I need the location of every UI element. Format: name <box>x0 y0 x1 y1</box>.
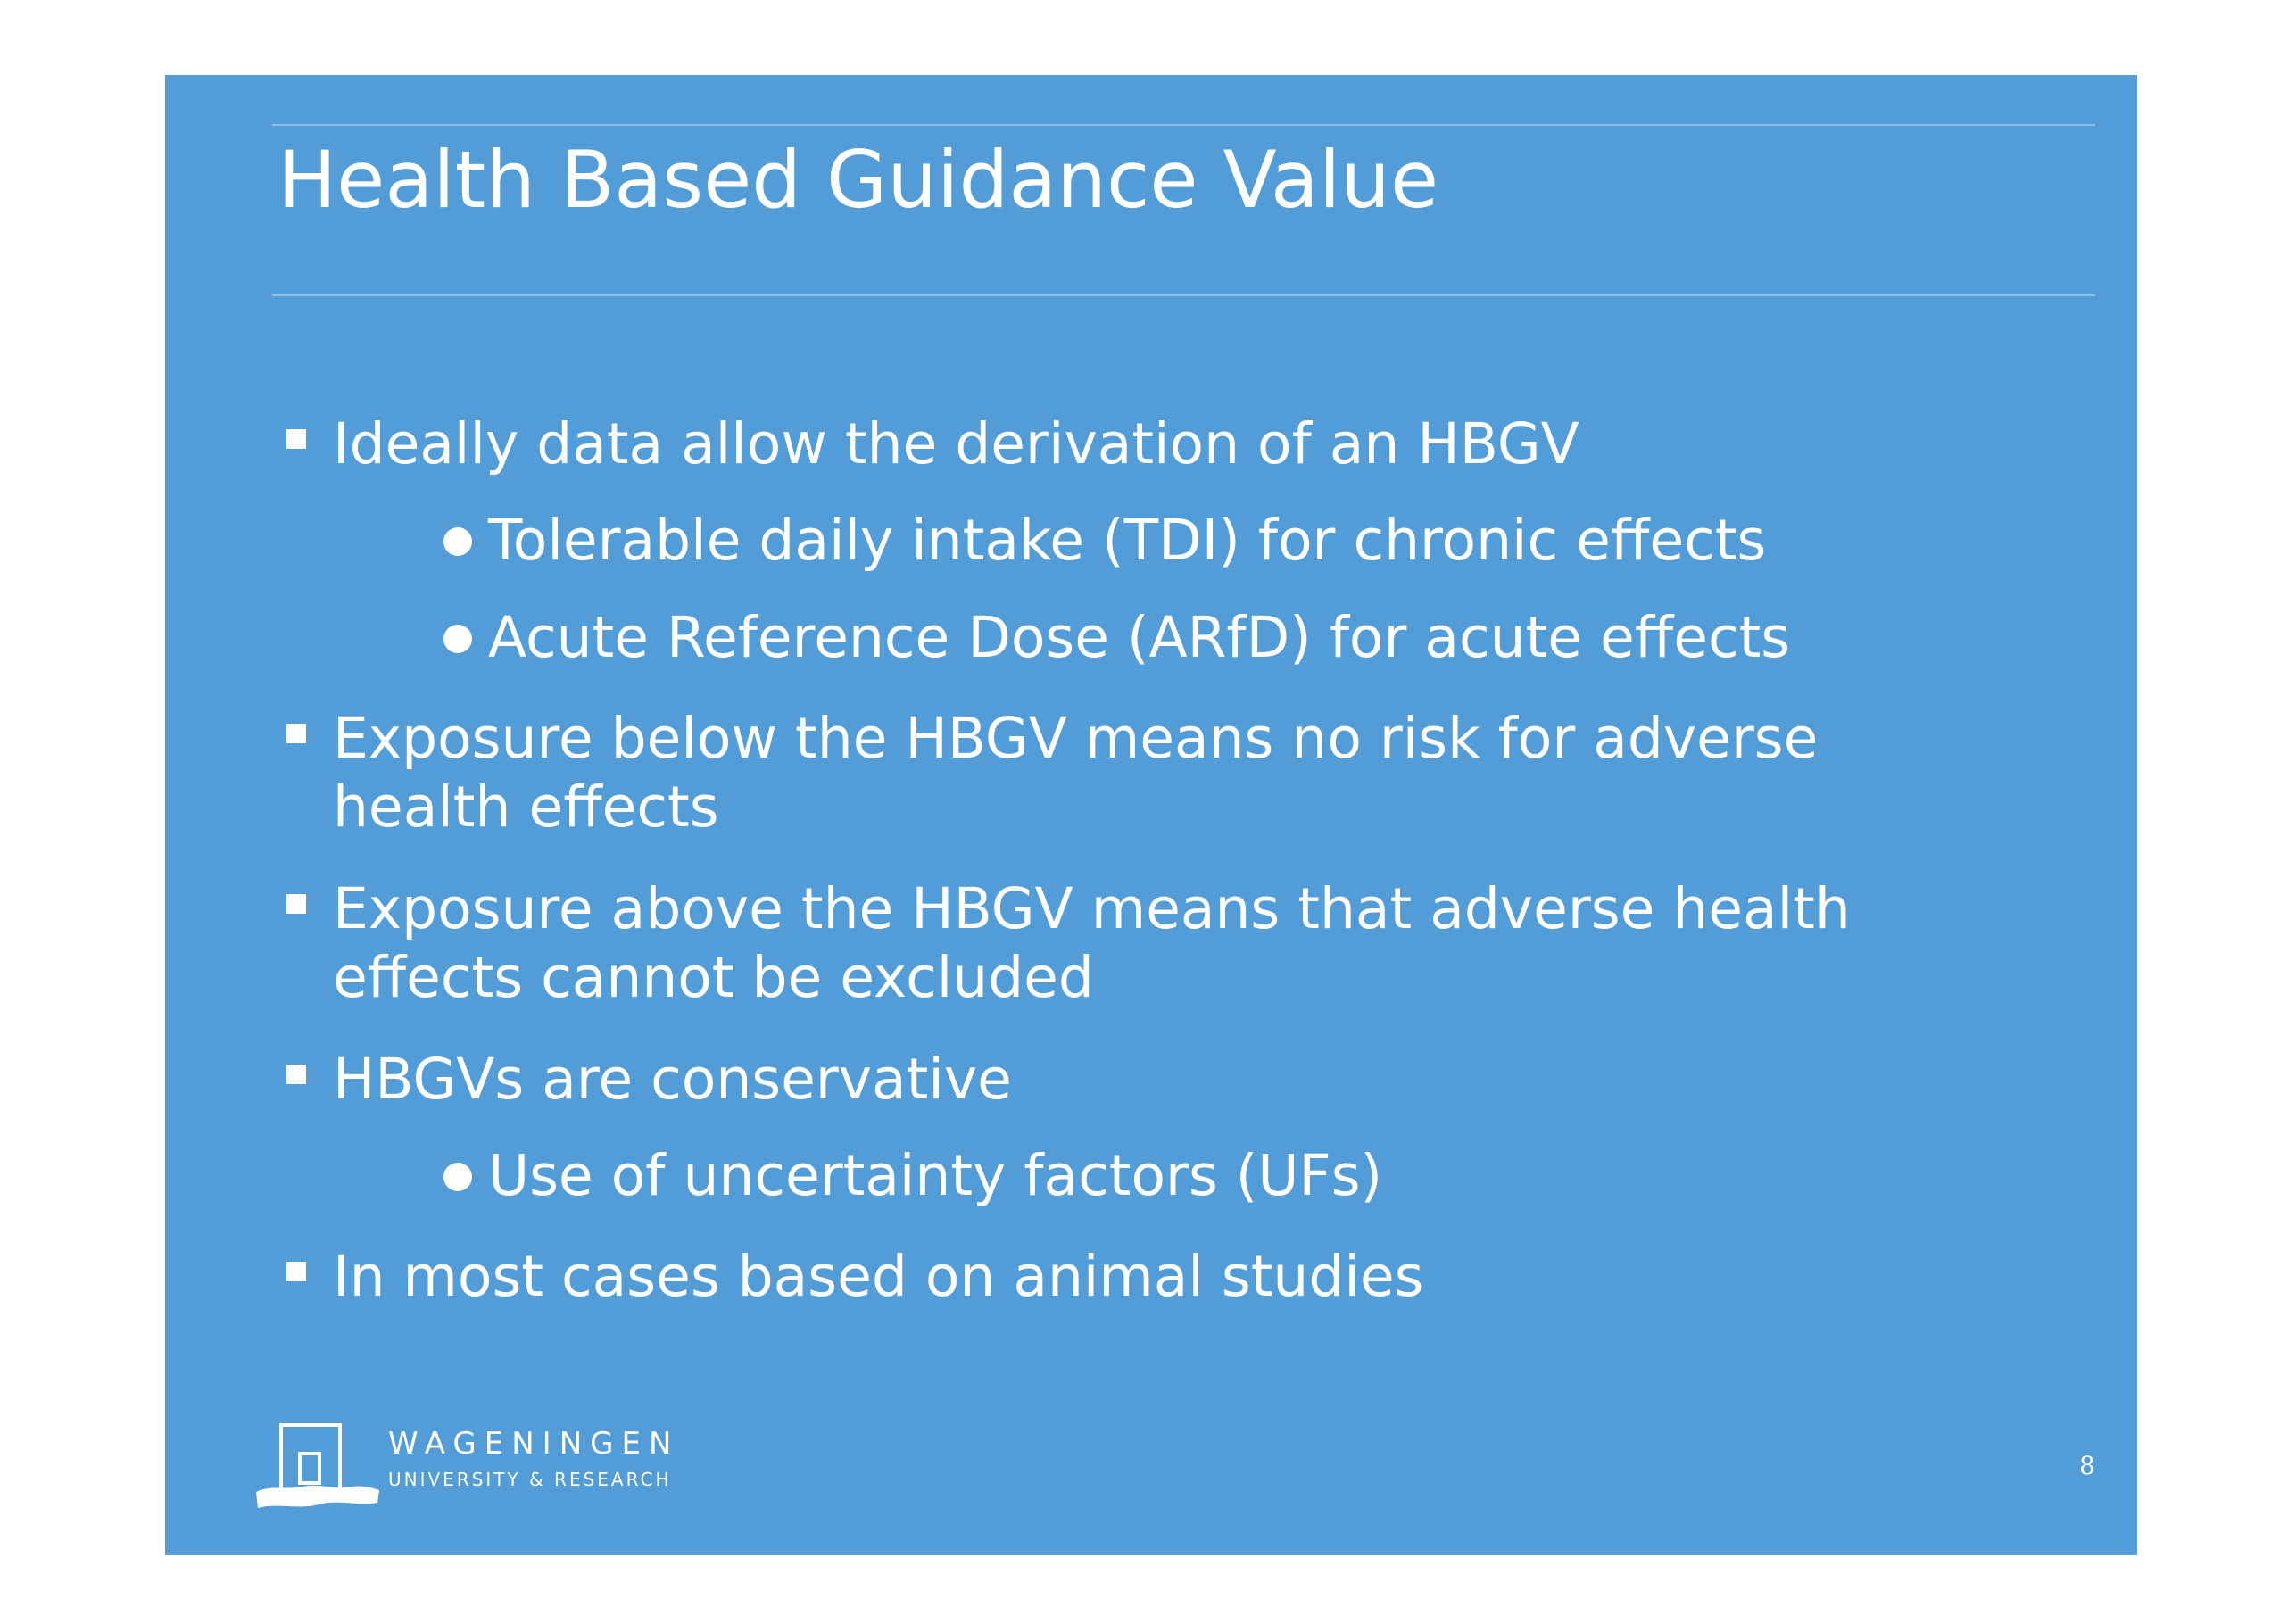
title-rule <box>272 294 2095 296</box>
sub-bullet-item <box>488 1141 1382 1210</box>
bullet-text-continued: health effects <box>333 775 719 840</box>
wageningen-logo <box>254 1422 718 1512</box>
slide-title: Health Based Guidance Value <box>278 134 1439 226</box>
sub-bullet-item <box>488 603 1790 672</box>
page-number: 8 <box>2079 1451 2095 1480</box>
bullet-item <box>333 704 1818 841</box>
bullet-item <box>333 1242 1423 1311</box>
sub-bullet-item <box>488 506 1766 575</box>
logo-name: WAGENINGEN <box>388 1426 680 1462</box>
slide <box>165 75 2137 1555</box>
bullet-text: Exposure below the HBGV means no risk for adverse <box>333 706 1819 771</box>
bullet-item <box>333 410 1579 478</box>
bullet-item <box>333 1045 1012 1114</box>
bullet-text-continued: effects cannot be excluded <box>333 945 1094 1010</box>
square-bullet-icon <box>286 1262 306 1281</box>
bullet-text: Ideally data allow the derivation of an HBGV <box>333 411 1579 476</box>
bullet-text: Exposure above the HBGV means that adverse health <box>333 876 1851 941</box>
round-bullet-icon <box>443 625 472 653</box>
round-bullet-icon <box>443 1163 472 1191</box>
square-bullet-icon <box>286 1065 306 1084</box>
bullet-text: In most cases based on animal studies <box>333 1244 1424 1309</box>
square-bullet-icon <box>286 724 306 743</box>
logo-subtitle: UNIVERSITY & RESEARCH <box>388 1469 672 1490</box>
round-bullet-icon <box>443 527 472 556</box>
top-rule <box>272 124 2095 126</box>
square-bullet-icon <box>286 429 306 449</box>
gate-icon <box>254 1422 379 1512</box>
bullet-text: HBGVs are conservative <box>333 1047 1012 1112</box>
square-bullet-icon <box>286 894 306 914</box>
sub-bullet-text: Acute Reference Dose (ARfD) for acute effects <box>488 605 1791 670</box>
bullet-item <box>333 874 1851 1012</box>
sub-bullet-text: Use of uncertainty factors (UFs) <box>488 1143 1383 1208</box>
sub-bullet-text: Tolerable daily intake (TDI) for chronic effects <box>488 508 1767 573</box>
